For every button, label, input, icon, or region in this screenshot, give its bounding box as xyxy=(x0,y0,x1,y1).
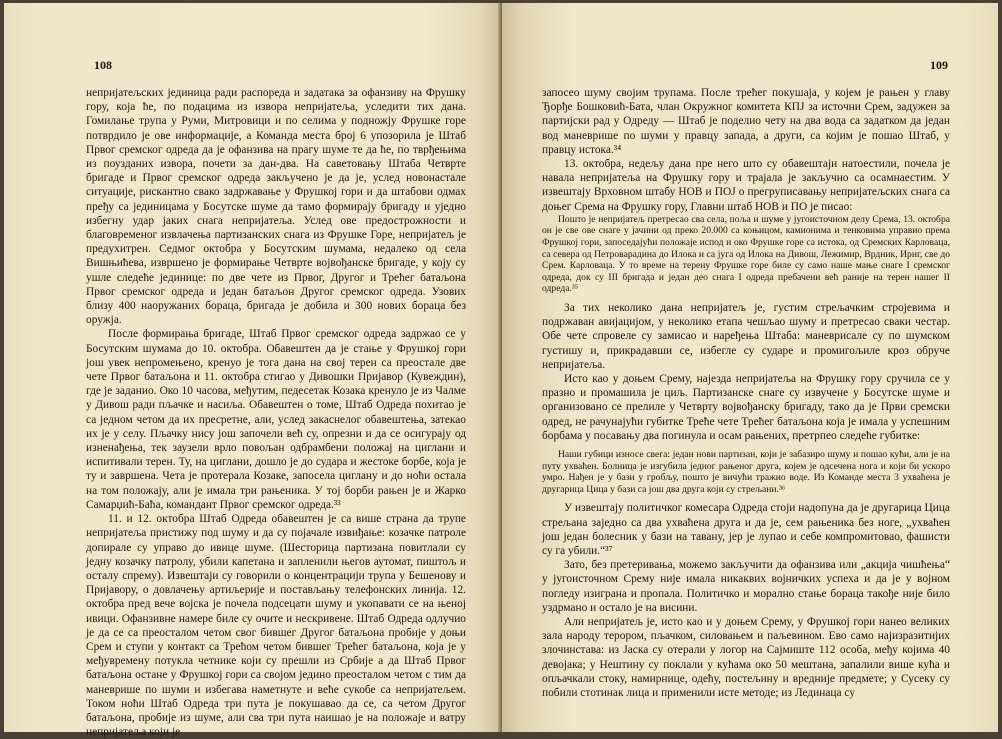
left-paragraph-3: 11. и 12. октобра Штаб Одреда обавештен је са више страна да трупе непријатеља пристижу под шуму и да су појачале извиђање: козачке патроле допирале су управо до ивице шуме. (Шесторица партизана повитлали су једну козачку патролу, убили капетана и запленили његов аутомат, пиштољ и осталу спрему). Извештаји су говорили о концентрацији трупа у Бешенову и Пријавору, о довлачењу артиљерије и постављању телефонских линија. 12. октобра пред вече војска је почела подсецати шуму и укопавати се на њеној ивици. Офанзивне намере биле су очите и нескривене. Штаб Одреда одлучио је да се са преосталом четом свог бившег Другог батаљона пробије у доњи Срем и ступи у контакт са Трећом четом бившег Трећег батаљона, која је у међувремену потукла четнике који су прешли из Србије а да Штаб Првог батаљона остане у Фрушкој гори са својом једино преосталом четом с тим да маневрише по шуми и избегава наметнуте и веће сукобе са непријатељем. Током ноћи Штаб Одреда три пута је покушавао да се, са четом Другог батаљона, пробије из шуме, али сва три пута наишао је на положаје и ватру непријатеља који је xyxy=(86,513,466,739)
right-quote-1: Пошто је непријатељ претресао сва села, поља и шуме у југоисточном делу Срема, 13. октобра он је све ове снаге у јачини од преко 20.000 са коњицом, камионима и тенковима управио према Фрушкој гори, запоседајући положаје испод и око Фрушке горе са истока, од Сремских Карловаца, са севера од Петроварадина до Илока и са југа од Илока на Дивош, Лежимир, Врдник, Ирнг, све до Срем. Карловаца. У то време на терену Фрушке горе биле су само наше мање снаге I сремског одреда, док су III бригада и један део снага I одреда пребачени већ раније на терен нашег II одреда.³⁵ xyxy=(542,213,950,295)
right-paragraph-1: запосео шуму својим трупама. После трећег покушаја, у којем је рањен у главу Ђорђе Бошковић-Бата, члан Окружног комитета КПЈ за источни Срем, задужен за партијски рад у Одреду — Штаб је поделио чету на два вода са задатком да један вод маневрише по шуми у правцу запада, а други, са којим је пошао Штаб, у правцу истока.³⁴ xyxy=(542,87,950,156)
right-paragraph-7: Али непријатељ је, исто као и у доњем Срему, у Фрушкој гори нанео великих зала народу терором, пљачком, силовањем и паљевином. Ево само најизразитијих злочинстава: из Јаска су отерали у логор на Сајмиште 112 особа, међу којима 40 девојака; у Нештину су поклали у кућама око 50 мештана, запалили више кућа и опљачкали стоку, намирнице, одећу, постељину и вредније предмете; у Сусеку су побили стотинак лица и применили исте методе; из Лединаца су xyxy=(542,616,950,700)
right-page-number: 109 xyxy=(930,58,948,72)
right-paragraph-5: У извештају политичког комесара Одреда стоји надопуна да је другарица Цица стрељана заједно са два ухваћена друга и да је, сем рањеника без ноге, „ухваћен још један болесник у бази на тавану, јер је лупао и себе компромитовао, фашисти су га убили.“³⁷ xyxy=(542,502,950,557)
left-paragraph-2: После формирања бригаде, Штаб Првог сремског одреда задржао се у Босутским шумама до 10. октобра. Обавештен да је стање у Фрушкој гори још увек непромењено, кренуо је тога дана на свој терен са преостале две чете Првог батаљона и 11. октобра стигао у Дивошки Пријавор (Кувеждин), где је заданио. Око 10 часова, међутим, педесетак Козака кренуло је из Чалме у Дивош ради пљачке и насиља. Обавештен о томе, Штаб Одреда похитао је са једном четом да их пресретне, али, услед закаснелог обавештења, затекао их је у селу. Пљачку нису још започели већ су, опрезни и да се осигурају од изненађења, тек заузели врло повољан одбрамбени положај на циглани и испитивали терен. Ту, на циглани, дошло је до судара и жестоке борбе, која је ту и завршена. Чета је протерала Козаке, запосела циглану и до ноћи остала на том положају, али је имала три рањеника. У тој борби рањен је и Жарко Самарџић-Баћа, командант Првог сремског одреда.³³ xyxy=(86,328,466,511)
left-paragraph-1: непријатељских јединица ради распореда и задатака за офанзиву на Фрушку гору, која ће, по подацима из извора непријатеља, уследити тих дана. Гомилање трупа у Руми, Митровици и по селима у подножју Фрушке горе потврдило је ове информације, а Команда места број 6 упозорила је Штаб Првог сремског одреда да је офанзива на прагу шуме те да ће, по тврђењима из поузданих извора, почети за дан-два. На саветовању Штаба Четврте бригаде и Првог сремског одреда закључено је да је, услед новонастале ситуације, рискантно свако задржавање у Фрушкој гори и да штабови одмах пређу са јединицама у Босутске шуме да тамо формирају бригаду и уједно избегну удар јаких снага непријатеља. Услед ове предострожности и благовременог извлачења партизанских снага из Фрушке Горе, непријатељ је предухитрен. Седмог октобра у Босутским шумама, недалеко од села Вишњићева, извршено је формирање Четврте војвођанске бригаде, у коју су ушле следеће јединице: по две чете из Првог, Другог и Трећег батаљона Првог сремског одреда и један батаљон Другог сремског одреда. Узових близу 400 наоружаних бораца, бригада је добила и 300 нових бораца без оружја. xyxy=(86,87,466,327)
right-page xyxy=(502,3,998,732)
left-page xyxy=(4,3,501,739)
left-page-number: 108 xyxy=(94,58,112,72)
right-quote-2: Наши губици износе свега: један нови партизан, који је забазиро шуму и пошао кући, али је на путу ухваћен. Болница је изгубила једног рањеног друга, којем је одсечена нога и који би ускоро умро. Нађен је у бази у гробљу, пошто је вичући тражио воде. Из Команде места 3 ухваћена је другарица Цица у бази са још два друга који су стрељани.³⁶ xyxy=(542,449,950,495)
right-paragraph-4: Исто као у доњем Срему, најезда непријатеља на Фрушку гору сручила се у празно и промашила је циљ. Партизанске снаге су извучене у Босутске шуме и организовано се прелиле у Четврту војвођанску бригаду, тако да је Први сремски одред, не рачунајући губитке Треће чете Трећег батаљона која је имала у успешним борбама у посавању два погинула и осам рањених, претрпео следеће губитке: xyxy=(542,373,950,442)
right-paragraph-6: Зато, без претеривања, можемо закључити да офанзива или „акција чишћења“ у југоисточном Срему није имала никаквих војничких успеха и да је у војном погледу изиграна и пропала. Политичко и морално стање бораца такође није било уздрмано и остало је на висини. xyxy=(542,559,950,614)
book-spread xyxy=(4,3,998,739)
right-paragraph-2: 13. октобра, недељу дана пре него што су обавештаји натоестили, почела је навала непријатеља на Фрушку гору и трајала је закључно са осамнаестим. У извештају Врховном штабу НОВ и ПОЈ о прегруписавању непријатељских снага са доњег Срема на Фрушку гору, Главни штаб НОВ и ПО је писао: xyxy=(542,158,950,213)
right-paragraph-3: За тих неколико дана непријатељ је, густим стрељачким стројевима и подржаван авијацијом, у неколико етапа чешљао шуму и претресао сваки честар. Обе чете спровеле су замисао и наређења Штаба: маневрисале су по шумском густишу и, прикрадавши се, избегле су сударе и промигољиле кроз обруче непријатеља. xyxy=(542,301,950,371)
